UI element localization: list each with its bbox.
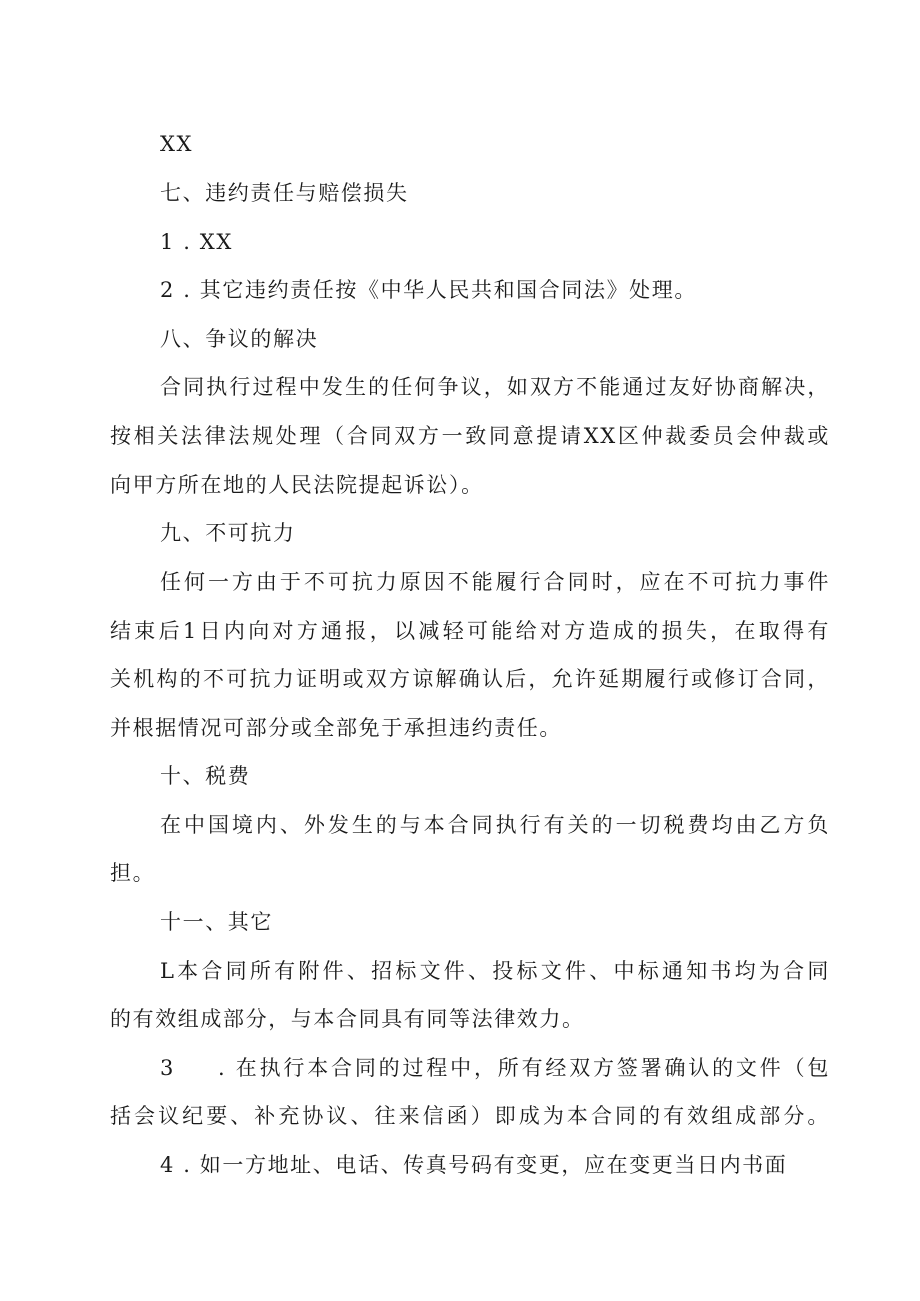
paragraph-line: 括会议纪要、补充协议、往来信函）即成为本合同的有效组成部分。 <box>110 1104 830 1128</box>
paragraph-line: 在中国境内、外发生的与本合同执行有关的一切税费均由乙方负 <box>160 813 830 837</box>
paragraph-line: 结束后1日内向对方通报，以减轻可能给对方造成的损失，在取得有 <box>110 619 830 643</box>
paragraph-line: 的有效组成部分，与本合同具有同等法律效力。 <box>110 1007 585 1031</box>
paragraph-line: 向甲方所在地的人民法院提起诉讼）。 <box>110 473 484 497</box>
section-heading: 十一、其它 <box>160 910 273 934</box>
paragraph-line: 任何一方由于不可抗力原因不能履行合同时，应在不可抗力事件 <box>160 570 830 594</box>
section-heading: 九、不可抗力 <box>160 521 296 545</box>
list-item: . 在执行本合同的过程中，所有经双方签署确认的文件（包 <box>218 1056 830 1080</box>
paragraph-line: 按相关法律法规处理（合同双方一致同意提请XX区仲裁委员会仲裁或 <box>110 424 830 448</box>
paragraph-line: XX <box>160 132 194 156</box>
list-item: L本合同所有附件、招标文件、投标文件、中标通知书均为合同 <box>160 959 830 983</box>
list-item: 2 . 其它违约责任按《中华人民共和国合同法》处理。 <box>160 278 697 302</box>
paragraph-line: 关机构的不可抗力证明或双方谅解确认后，允许延期履行或修订合同， <box>110 667 830 691</box>
paragraph-line: 担。 <box>110 861 156 885</box>
list-number: 3 <box>160 1056 175 1080</box>
paragraph-line: 并根据情况可部分或全部免于承担违约责任。 <box>110 716 562 740</box>
section-heading: 七、违约责任与赔偿损失 <box>160 181 409 205</box>
section-heading: 十、税费 <box>160 764 251 788</box>
section-heading: 八、争议的解决 <box>160 327 319 351</box>
paragraph-line: 合同执行过程中发生的任何争议，如双方不能通过友好协商解决， <box>160 375 830 399</box>
list-item: 4 . 如一方地址、电话、传真号码有变更，应在变更当日内书面 <box>160 1153 788 1177</box>
list-item: 1 . XX <box>160 230 233 254</box>
